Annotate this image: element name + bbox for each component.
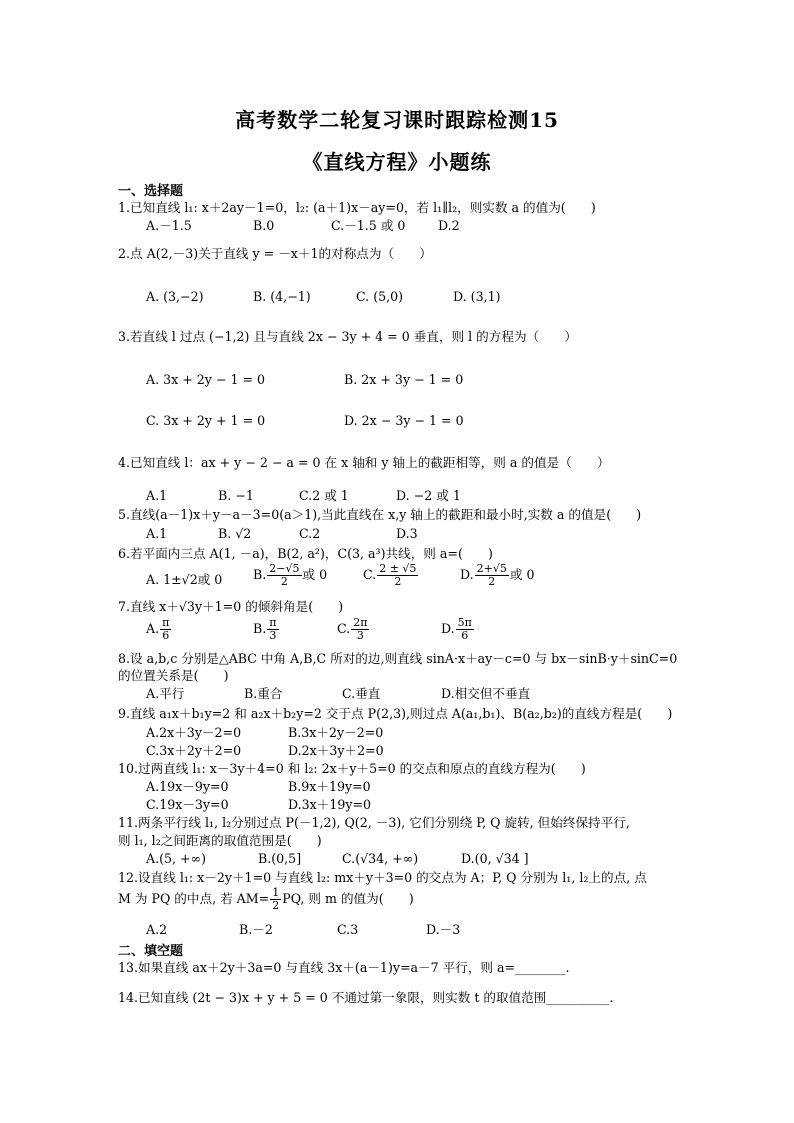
question-13-stem: 13.如果直线 ax＋2y＋3a=0 与直线 3x＋(a－1)y=a－7 平行，则 a=________. <box>118 960 570 975</box>
question-1-option-b: B.0 <box>253 218 275 233</box>
fraction: $\frac{5\pi}{6}$ <box>457 616 472 642</box>
page-subtitle: 《直线方程》小题练 <box>302 150 492 174</box>
question-1-option-a: A.－1.5 <box>146 218 192 233</box>
question-4-stem: 4.已知直线 l：ax + y − 2 − a = 0 在 x 轴和 y 轴上的截距相等，则 a 的值是（ ） <box>118 455 610 470</box>
fraction: $\frac{\pi}{6}$ <box>162 616 170 642</box>
page-title: 高考数学二轮复习课时跟踪检测15 <box>235 108 559 132</box>
question-8-option-b: B.重合 <box>244 686 283 701</box>
question-4-option-d: D. −2 或 1 <box>396 488 461 503</box>
question-12-option-c: C.3 <box>337 922 359 937</box>
question-12-option-b: B.－2 <box>239 922 273 937</box>
question-3-option-a: A. 3x + 2y − 1 = 0 <box>146 372 266 387</box>
question-1-stem: 1.已知直线 l₁: x＋2ay－1=0，l₂: (a＋1)x－ay=0，若 l₁∥l₂，则实数 a 的值为( ) <box>118 200 596 215</box>
question-5-option-c: C.2 <box>299 526 321 541</box>
question-6-option-c: C. $\frac{2 \pm √5}{2}$ <box>363 562 417 588</box>
question-3-option-b: B. 2x + 3y − 1 = 0 <box>344 372 464 387</box>
fraction: $\frac{2 \pm √5}{2}$ <box>379 562 417 588</box>
question-5-option-b: B. √2 <box>218 526 252 541</box>
fraction: $\frac{2-√5}{2}$ <box>269 562 300 588</box>
question-10-option-d: D.3x＋19y=0 <box>288 797 372 812</box>
question-3-stem: 3.若直线 l 过点 (−1,2) 且与直线 2x − 3y + 4 = 0 垂直，则 l 的方程为（ ） <box>118 329 577 344</box>
question-10-stem: 10.过两直线 l₁: x－3y＋4=0 和 l₂: 2x＋y＋5=0 的交点和原点的直线方程为( ) <box>118 761 586 776</box>
question-12-stem-line-2: M 为 PQ 的中点, 若 AM= $\frac{1}{2}$ PQ, 则 m 的值为( ) <box>118 886 414 912</box>
question-2-option-b: B. (4,−1) <box>253 289 311 304</box>
question-2-option-c: C. (5,0) <box>356 289 404 304</box>
question-3-option-c: C. 3x + 2y + 1 = 0 <box>146 413 266 428</box>
question-3-option-d: D. 2x − 3y − 1 = 0 <box>344 413 464 428</box>
question-9-option-c: C.3x＋2y＋2=0 <box>146 743 242 758</box>
question-8-stem: 8.设 a,b,c 分别是△ABC 中角 A,B,C 所对的边,则直线 sinA·x＋ay－c=0 与 bx－sinB·y＋sinC=0 <box>118 651 678 666</box>
question-12-option-a: A.2 <box>146 922 168 937</box>
question-7-option-d: D. $\frac{5\pi}{6}$ <box>441 616 472 642</box>
question-9-stem: 9.直线 a₁x＋b₁y=2 和 a₂x＋b₂y=2 交于点 P(2,3),则过点 A(a₁,b₁)、B(a₂,b₂)的直线方程是( ) <box>118 706 673 721</box>
section-heading-fill: 二、填空题 <box>118 944 184 959</box>
question-11-stem-line-2: 则 l₁, l₂之间距离的取值范围是( ) <box>118 833 322 848</box>
question-8-stem-line-2: 的位置关系是( ) <box>118 668 229 683</box>
question-4-option-c: C.2 或 1 <box>299 488 349 503</box>
question-7-stem: 7.直线 x＋√3y＋1=0 的倾斜角是( ) <box>118 599 344 614</box>
question-8-option-a: A.平行 <box>146 686 185 701</box>
question-1-option-c: C.－1.5 或 0 <box>331 218 406 233</box>
fraction: $\frac{1}{2}$ <box>272 886 280 912</box>
question-11-stem: 11.两条平行线 l₁, l₂分别过点 P(－1,2), Q(2, －3), 它们分别绕 P, Q 旋转, 但始终保持平行, <box>118 815 630 830</box>
question-2-option-d: D. (3,1) <box>453 289 501 304</box>
question-10-option-b: B.9x＋19y=0 <box>288 779 371 794</box>
question-12-stem: 12.设直线 l₁: x－2y＋1=0 与直线 l₂: mx＋y＋3=0 的交点为 A；P, Q 分别为 l₁, l₂上的点, 点 <box>118 870 647 885</box>
question-11-option-d: D.(0, √34 ] <box>461 851 529 866</box>
question-8-option-c: C.垂直 <box>342 686 381 701</box>
question-2-stem: 2.点 A(2,－3)关于直线 y = －x＋1的对称点为（ ） <box>118 246 432 261</box>
question-9-option-d: D.2x＋3y＋2=0 <box>288 743 384 758</box>
question-7-option-a: A. $\frac{\pi}{6}$ <box>146 616 170 642</box>
question-11-option-b: B.(0,5] <box>258 851 302 866</box>
question-4-option-a: A.1 <box>146 488 168 503</box>
question-5-stem: 5.直线(a－1)x＋y－a－3=0(a＞1),当此直线在 x,y 轴上的截距和最小时,实数 a 的值是( ) <box>118 507 642 522</box>
question-6-stem: 6.若平面内三点 A(1, －a)，B(2, a²)，C(3, a³)共线，则 a=( ) <box>118 546 493 561</box>
question-12-option-d: D.－3 <box>426 922 461 937</box>
question-10-option-c: C.19x－3y=0 <box>146 797 229 812</box>
question-2-option-a: A. (3,−2) <box>146 289 204 304</box>
question-14-stem: 14.已知直线 (2t − 3)x + y + 5 = 0 不通过第一象限，则实数 t 的取值范围__________. <box>118 990 614 1005</box>
question-10-option-a: A.19x－9y=0 <box>146 779 229 794</box>
question-5-option-d: D.3 <box>396 526 418 541</box>
question-6-option-a: A. 1±√2或 0 <box>146 572 223 587</box>
section-heading-choice: 一、选择题 <box>118 184 184 199</box>
question-9-option-a: A.2x＋3y－2=0 <box>146 725 242 740</box>
question-5-option-a: A.1 <box>146 526 168 541</box>
question-6-option-b: B. $\frac{2-√5}{2}$ 或 0 <box>253 562 328 588</box>
question-4-option-b: B. −1 <box>218 488 254 503</box>
fraction: $\frac{2+√5}{2}$ <box>476 562 507 588</box>
question-9-option-b: B.3x＋2y－2=0 <box>288 725 384 740</box>
fraction: $\frac{\pi}{3}$ <box>269 616 277 642</box>
question-7-option-b: B. $\frac{\pi}{3}$ <box>253 616 277 642</box>
fraction: $\frac{2\pi}{3}$ <box>353 616 368 642</box>
question-6-option-d: D. $\frac{2+√5}{2}$ 或 0 <box>460 562 535 588</box>
question-7-option-c: C. $\frac{2\pi}{3}$ <box>337 616 368 642</box>
question-1-option-d: D.2 <box>438 218 460 233</box>
question-11-option-c: C.(√34, +∞) <box>342 851 419 866</box>
question-8-option-d: D.相交但不垂直 <box>441 686 531 701</box>
question-11-option-a: A.(5, +∞) <box>146 851 206 866</box>
